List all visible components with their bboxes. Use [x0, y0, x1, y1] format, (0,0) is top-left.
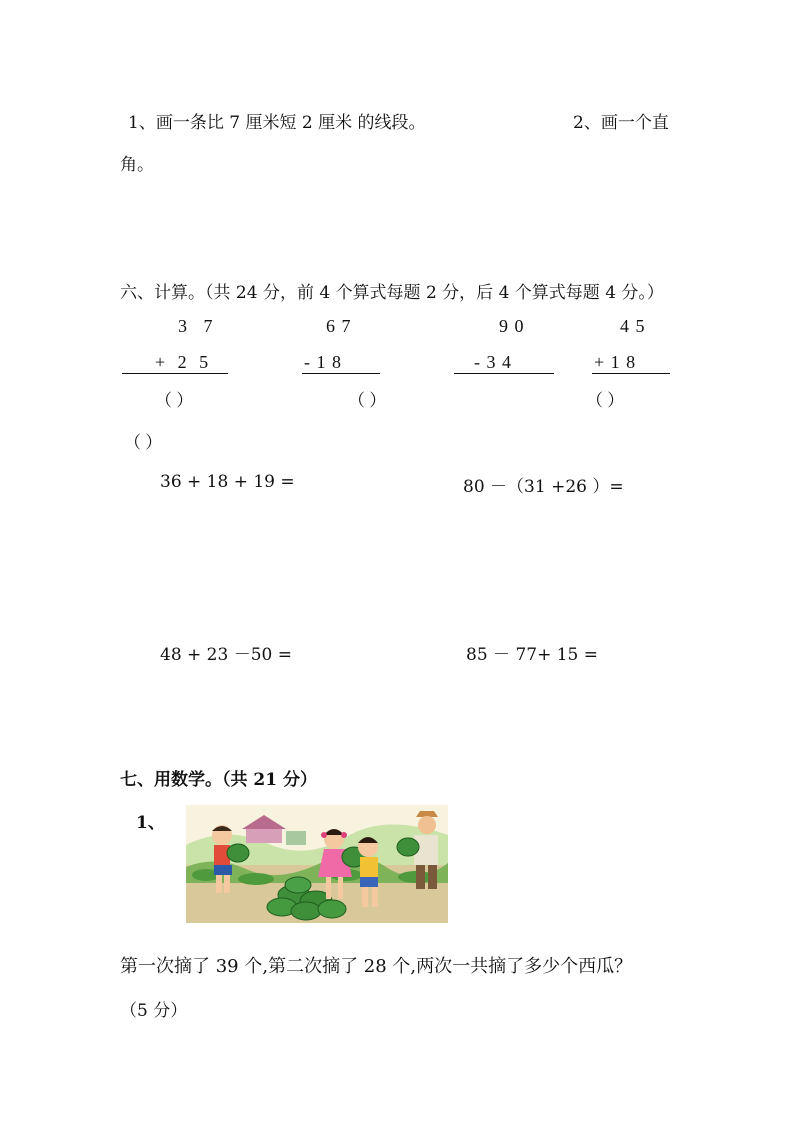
answer-paren-2[interactable]: （ ）	[348, 391, 387, 410]
expression-3: 48 + 23 －50 =	[160, 645, 292, 665]
vertical-2-line	[302, 373, 380, 374]
section-6-title: 六、计算。（共 24 分，前 4 个算式每题 2 分，后 4 个算式每题 4 分。）	[120, 283, 664, 303]
section-7-title: 七、用数学。（共 21 分）	[120, 770, 317, 790]
word-problem-score: （5 分）	[120, 1001, 188, 1021]
vertical-1-top: 3 7	[178, 316, 214, 336]
question-draw-angle: 2、画一个直	[573, 113, 669, 133]
vertical-2-bottom: - 1 8	[304, 352, 342, 372]
question-1-label: 1、	[136, 813, 165, 833]
vertical-4-bottom: + 1 8	[594, 352, 637, 372]
vertical-3-bottom: - 3 4	[474, 352, 512, 372]
vertical-2-top: 6 7	[326, 316, 352, 336]
vertical-4-line	[592, 373, 670, 374]
question-draw-angle-continued: 角。	[120, 155, 154, 175]
vertical-1-line	[122, 373, 228, 374]
vertical-3-line	[454, 373, 554, 374]
question-draw-segment: 1、画一条比 7 厘米短 2 厘米 的线段。	[128, 113, 426, 133]
answer-paren-4[interactable]: （ ）	[586, 391, 625, 410]
expression-1: 36 + 18 + 19 =	[160, 472, 295, 492]
answer-paren-3[interactable]: （ ）	[124, 433, 163, 452]
vertical-3-top: 9 0	[499, 316, 525, 336]
vertical-4-top: 4 5	[620, 316, 646, 336]
vertical-1-bottom: + 2 5	[155, 352, 210, 372]
watermelon-picking-illustration	[186, 805, 448, 923]
answer-paren-1[interactable]: （ ）	[155, 391, 194, 410]
word-problem-text: 第一次摘了 39 个,第二次摘了 28 个,两次一共摘了多少个西瓜？	[120, 956, 633, 977]
expression-2: 80 －（31 +26 ）=	[463, 477, 624, 497]
expression-4: 85 － 77+ 15 =	[466, 645, 598, 665]
